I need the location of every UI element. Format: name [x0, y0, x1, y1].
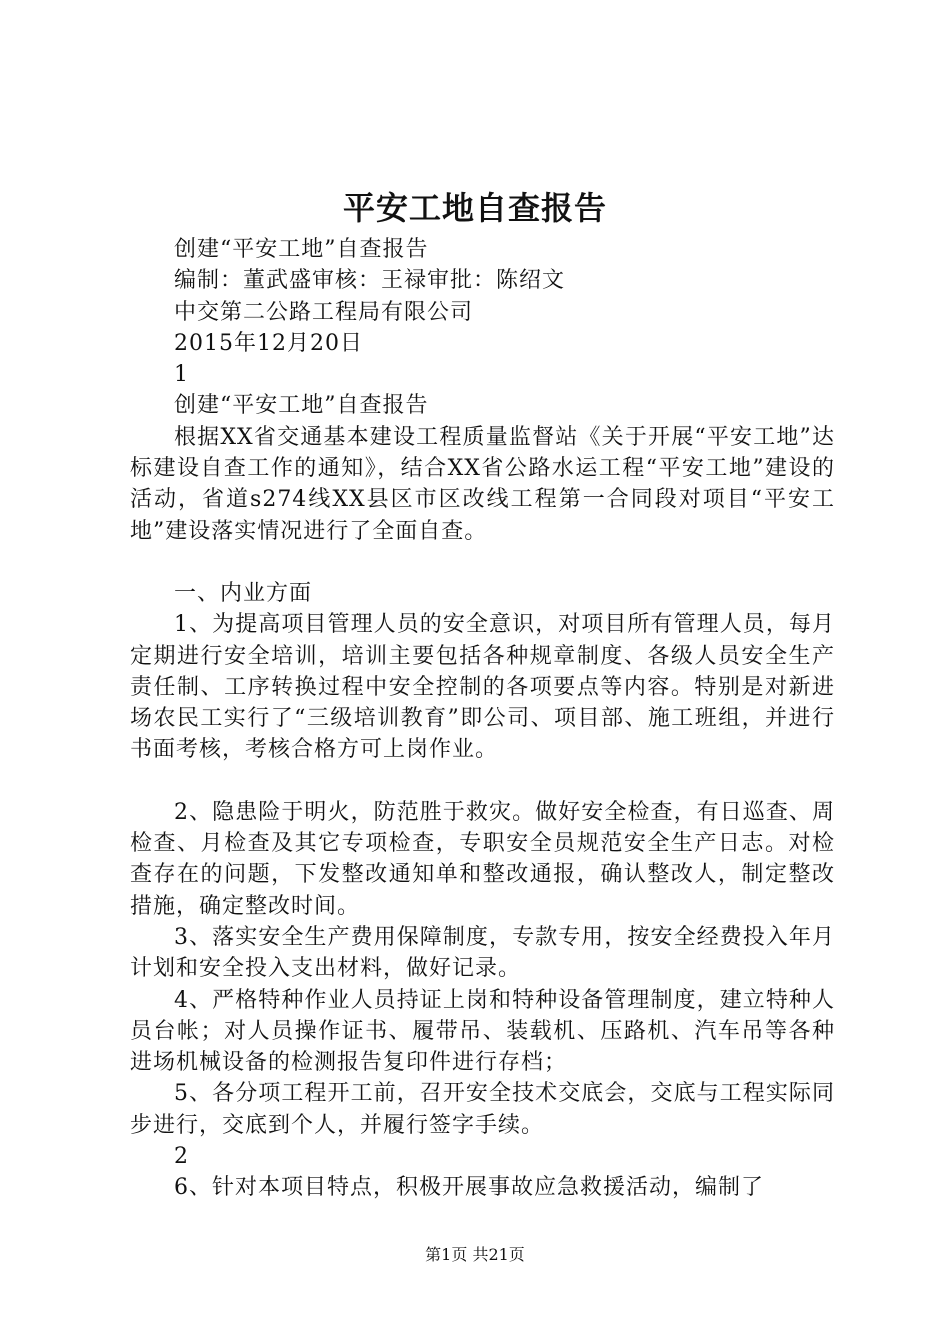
paragraph-authors: 编制：董武盛审核：王禄审批：陈绍文: [174, 268, 566, 294]
paragraph-company: 中交第二公路工程局有限公司: [174, 299, 474, 325]
paragraph-page-marker: 1: [174, 362, 189, 388]
paragraph-item-3: 3、落实安全生产费用保障制度，专款专用，按安全经费投入年月计划和安全投入支出材料，做好记录。: [130, 924, 835, 982]
paragraph-item-4: 4、严格特种作业人员持证上岗和特种设备管理制度，建立特种人员台帐；对人员操作证书、履带吊、装载机、压路机、汽车吊等各种进场机械设备的检测报告复印件进行存档；: [130, 987, 835, 1076]
page-footer: 第1页 共21页: [425, 1245, 525, 1264]
section-heading-internal: 一、内业方面: [174, 580, 313, 606]
paragraph-page-marker-2: 2: [174, 1144, 189, 1170]
paragraph-item-5: 5、各分项工程开工前，召开安全技术交底会，交底与工程实际同步进行，交底到个人，并履行签字手续。: [130, 1081, 835, 1138]
document-body: [130, 234, 835, 1204]
paragraph-intro: 根据XX省交通基本建设工程质量监督站《关于开展“平安工地”达标建设自查工作的通知》，结合XX省公路水运工程“平安工地”建设的活动，省道s274线XX县区市区改线工程第一合同段对项目“平安工地”建设落实情况进行了全面自查。: [130, 424, 835, 544]
paragraph-date: 2015年12月20日: [174, 330, 363, 356]
paragraph-item-1: 1、为提高项目管理人员的安全意识，对项目所有管理人员，每月定期进行安全培训，培训主要包括各种规章制度、各级人员安全生产责任制、工序转换过程中安全控制的各项要点等内容。特别是对新进场农民工实行了“三级培训教育”即公司、项目部、施工班组，并进行书面考核，考核合格方可上岗作业。: [130, 612, 835, 763]
paragraph-item-6: 6、针对本项目特点，积极开展事故应急救援活动，编制了: [174, 1175, 764, 1201]
paragraph-subtitle: 创建“平安工地”自查报告: [174, 237, 429, 262]
paragraph-report-heading: 创建“平安工地”自查报告: [174, 393, 429, 419]
paragraph-item-2: 2、隐患险于明火，防范胜于救灾。做好安全检查，有日巡查、周检查、月检查及其它专项检查，专职安全员规范安全生产日志。对检查存在的问题，下发整改通知单和整改通报，确认整改人，制定整改措施，确定整改时间。: [130, 799, 835, 919]
document-title: 平安工地自查报告: [342, 189, 607, 227]
